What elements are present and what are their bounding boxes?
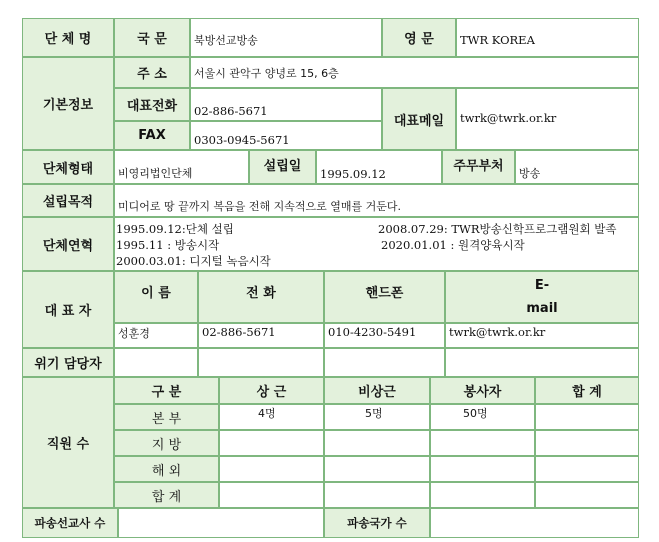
basic-info-label: 기본정보 bbox=[22, 57, 114, 150]
staff-header-volunteer: 봉사자 bbox=[430, 377, 535, 404]
phone-value: 02-886-5671 bbox=[190, 88, 382, 121]
staff-row-volunteer bbox=[430, 456, 535, 482]
crisis-manager-label: 위기 담당자 bbox=[22, 348, 114, 377]
staff-row-total bbox=[535, 404, 639, 430]
rep-name-value: 성훈경 bbox=[114, 323, 198, 348]
staff-header-category: 구 분 bbox=[114, 377, 219, 404]
missionaries-value bbox=[118, 508, 324, 538]
english-name-label: 영 문 bbox=[382, 18, 456, 57]
address-value: 서울시 관악구 양녕로 15, 6층 bbox=[190, 57, 639, 88]
staff-row-parttime bbox=[324, 456, 430, 482]
staff-row-parttime bbox=[324, 430, 430, 456]
history-value bbox=[114, 217, 639, 271]
staff-row-fulltime bbox=[219, 482, 324, 508]
staff-row-total bbox=[535, 456, 639, 482]
staff-row-total bbox=[535, 430, 639, 456]
ministry-value: 방송 bbox=[515, 150, 639, 184]
staff-row-parttime bbox=[324, 482, 430, 508]
history-item: 2020.01.01 : 원격양육시작 bbox=[381, 238, 525, 252]
history-item: 2000.03.01: 디지털 녹음시작 bbox=[116, 254, 271, 268]
staff-row-fulltime bbox=[219, 430, 324, 456]
phone-label: 대표전화 bbox=[114, 88, 190, 121]
rep-mobile-value: 010-4230-5491 bbox=[324, 323, 445, 348]
crisis-manager-email-cell bbox=[445, 348, 639, 377]
fax-label: FAX bbox=[114, 121, 190, 150]
ministry-label: 주무부처 bbox=[442, 150, 515, 184]
staff-row-parttime: 5명 bbox=[324, 404, 430, 430]
rep-phone-value: 02-886-5671 bbox=[198, 323, 324, 348]
rep-email-header: E- mail bbox=[445, 271, 639, 323]
purpose-label: 설립목적 bbox=[22, 184, 114, 217]
founded-label: 설립일 bbox=[249, 150, 316, 184]
crisis-manager-name-cell bbox=[114, 348, 198, 377]
staff-row-volunteer bbox=[430, 482, 535, 508]
staff-row-fulltime bbox=[219, 456, 324, 482]
missionaries-label: 파송선교사 수 bbox=[22, 508, 118, 538]
korean-name-label: 국 문 bbox=[114, 18, 190, 57]
founded-value: 1995.09.12 bbox=[316, 150, 442, 184]
crisis-manager-phone-cell bbox=[198, 348, 324, 377]
email-label: 대표메일 bbox=[382, 88, 456, 150]
countries-value bbox=[430, 508, 639, 538]
staff-row-volunteer: 50명 bbox=[430, 404, 535, 430]
korean-name-value: 북방선교방송 bbox=[190, 18, 382, 57]
org-type-value: 비영리법인단체 bbox=[114, 150, 249, 184]
staff-header-parttime: 비상근 bbox=[324, 377, 430, 404]
email-value: twrk@twrk.or.kr bbox=[456, 88, 639, 150]
staff-row-volunteer bbox=[430, 430, 535, 456]
staff-row-fulltime: 4명 bbox=[219, 404, 324, 430]
countries-label: 파송국가 수 bbox=[324, 508, 430, 538]
rep-name-header: 이 름 bbox=[114, 271, 198, 323]
history-label: 단체연혁 bbox=[22, 217, 114, 271]
rep-phone-header: 전 화 bbox=[198, 271, 324, 323]
rep-email-value: twrk@twrk.or.kr bbox=[445, 323, 639, 348]
fax-value: 0303-0945-5671 bbox=[190, 121, 382, 150]
staff-header-total: 합 계 bbox=[535, 377, 639, 404]
purpose-value: 미디어로 땅 끝까지 복음을 전해 지속적으로 열매를 거둔다. bbox=[114, 184, 639, 217]
org-type-label: 단체형태 bbox=[22, 150, 114, 184]
org-name-label: 단 체 명 bbox=[22, 18, 114, 57]
address-label: 주 소 bbox=[114, 57, 190, 88]
staff-row-total bbox=[535, 482, 639, 508]
representative-label: 대 표 자 bbox=[22, 271, 114, 348]
staff-label: 직원 수 bbox=[22, 377, 114, 508]
staff-row-category: 해 외 bbox=[114, 456, 219, 482]
history-item: 2008.07.29: TWR방송신학프로그램원회 발족 bbox=[378, 222, 617, 236]
staff-row-category: 합 계 bbox=[114, 482, 219, 508]
history-item: 1995.09.12:단체 설립 bbox=[116, 222, 234, 236]
english-name-value: TWR KOREA bbox=[456, 18, 639, 57]
staff-row-category: 지 방 bbox=[114, 430, 219, 456]
crisis-manager-mobile-cell bbox=[324, 348, 445, 377]
history-item: 1995.11 : 방송시작 bbox=[116, 238, 220, 252]
rep-mobile-header: 핸드폰 bbox=[324, 271, 445, 323]
staff-header-fulltime: 상 근 bbox=[219, 377, 324, 404]
staff-row-category: 본 부 bbox=[114, 404, 219, 430]
